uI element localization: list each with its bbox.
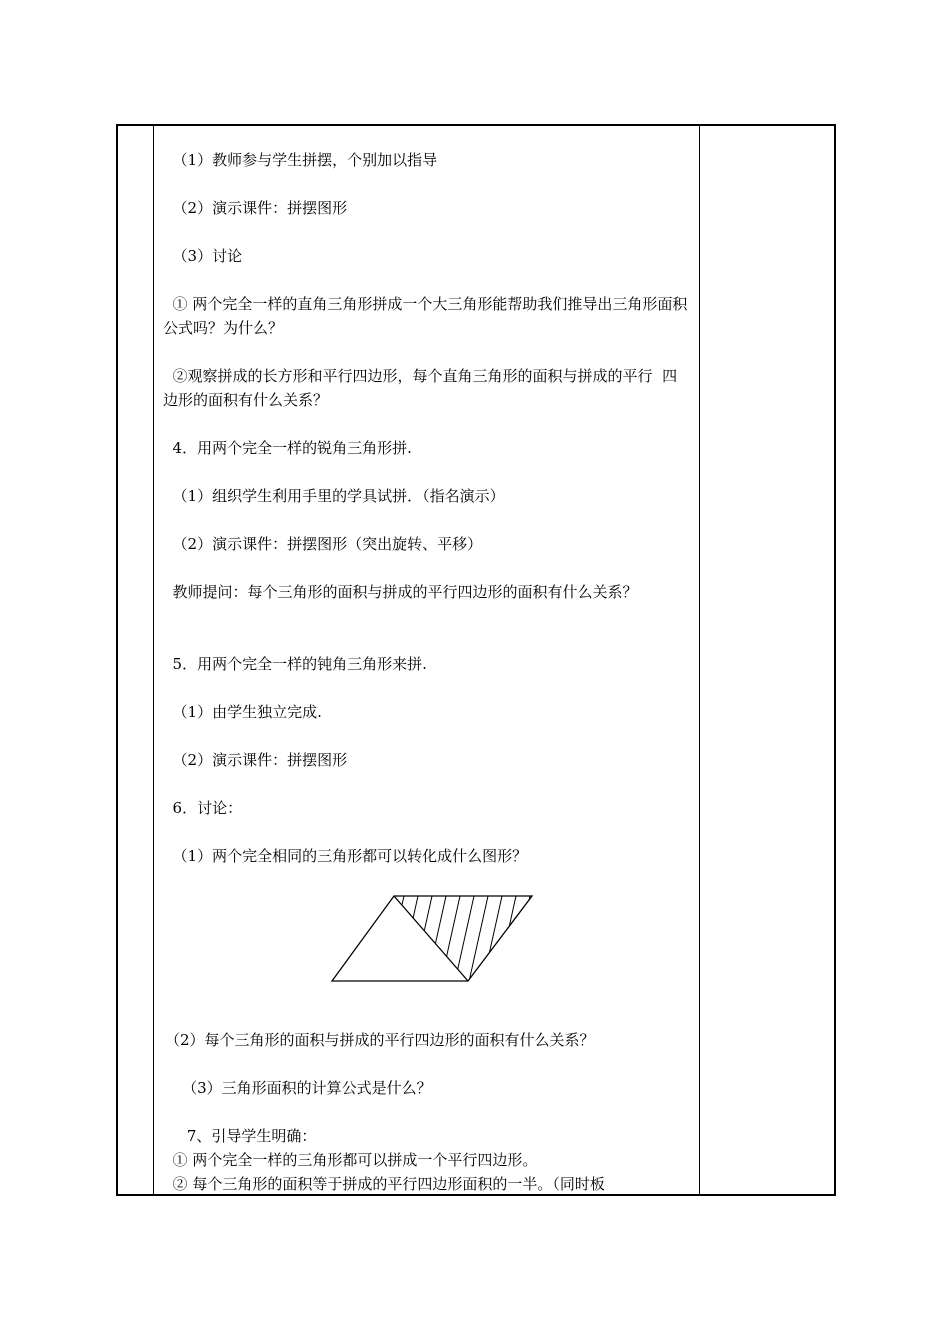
- paragraph-convert-question: （1）两个完全相同的三角形都可以转化成什么图形？: [163, 847, 528, 865]
- paragraph-teacher-question: 教师提问：每个三角形的面积与拼成的平行四边形的面积有什么关系？: [163, 583, 638, 601]
- paragraph-conclusion-1: ① 两个完全一样的三角形都可以拼成一个平行四边形。: [163, 1151, 538, 1169]
- table-column-divider-left: [153, 124, 154, 1196]
- paragraph-formula-question: （3）三角形面积的计算公式是什么？: [163, 1079, 432, 1097]
- paragraph-obtuse-triangles: 5．用两个完全一样的钝角三角形来拼.: [163, 655, 427, 673]
- parallelogram-diagram: [330, 894, 540, 986]
- paragraph-teacher-guides: （1）教师参与学生拼摆，个别加以指导: [163, 151, 438, 169]
- paragraph-guide-students: 7、引导学生明确：: [163, 1127, 317, 1145]
- paragraph-demo-assemble: （2）演示课件：拼摆图形: [163, 751, 348, 769]
- paragraph-try-assemble: （1）组织学生利用手里的学具试拼．（指名演示）: [163, 487, 505, 505]
- paragraph-question-big-triangle: ① 两个完全一样的直角三角形拼成一个大三角形能帮助我们推导出三角形面积公式吗？为什么？: [163, 295, 688, 337]
- paragraph-discussion: （3）讨论: [163, 247, 243, 265]
- table-column-divider-right: [699, 124, 700, 1196]
- paragraph-conclusion-2: ② 每个三角形的面积等于拼成的平行四边形面积的一半。（同时板: [163, 1175, 605, 1193]
- paragraph-courseware-demo: （2）演示课件：拼摆图形: [163, 199, 348, 217]
- paragraph-independent-work: （1）由学生独立完成.: [163, 703, 322, 721]
- paragraph-discuss-6: 6．讨论：: [163, 799, 243, 817]
- paragraph-question-area-relation: ②观察拼成的长方形和平行四边形，每个直角三角形的面积与拼成的平行 四边形的面积有什么关系？: [163, 367, 678, 409]
- paragraph-area-relation: （2）每个三角形的面积与拼成的平行四边形的面积有什么关系？: [165, 1031, 595, 1049]
- paragraph-acute-triangles: 4．用两个完全一样的锐角三角形拼.: [163, 439, 412, 457]
- paragraph-demo-rotate-translate: （2）演示课件：拼摆图形（突出旋转、平移）: [163, 535, 483, 553]
